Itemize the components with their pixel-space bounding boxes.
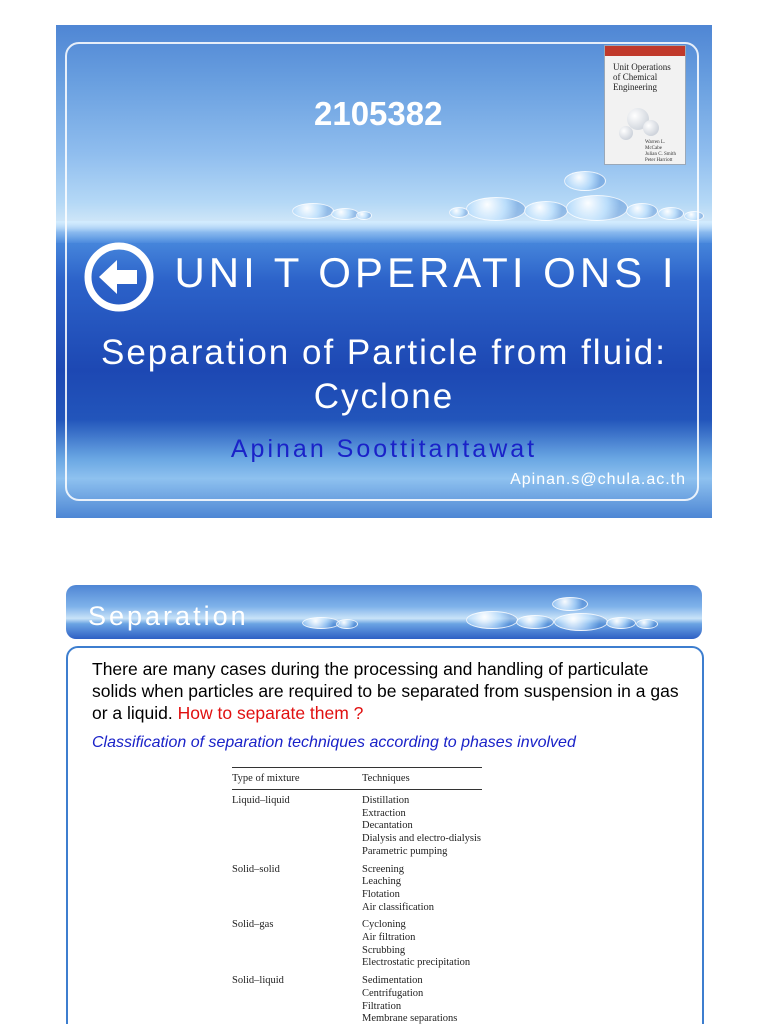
slide-header-banner bbox=[66, 585, 702, 639]
technique: Dialysis and electro-dialysis bbox=[362, 833, 481, 845]
bubble bbox=[302, 617, 340, 629]
table-row bbox=[232, 914, 482, 970]
technique: Electrostatic precipitation bbox=[362, 957, 471, 969]
book-title-line: of Chemical bbox=[613, 72, 658, 82]
technique-list bbox=[362, 859, 482, 915]
separation-slide bbox=[56, 580, 712, 1024]
book-author: Peter Harriott bbox=[645, 158, 673, 163]
author-name: Apinan Soottitantawat bbox=[230, 435, 538, 463]
table-row bbox=[232, 859, 482, 915]
bubble bbox=[552, 597, 588, 611]
bubble bbox=[516, 615, 554, 629]
intro-paragraph bbox=[92, 658, 692, 724]
table-row bbox=[232, 790, 482, 859]
book-title-line: Engineering bbox=[613, 82, 657, 92]
technique-list bbox=[362, 790, 482, 859]
technique: Air filtration bbox=[362, 932, 416, 944]
technique: Distillation bbox=[362, 795, 410, 806]
column-header-type: Type of mixture bbox=[232, 768, 362, 790]
technique-list bbox=[362, 970, 482, 1024]
book-author: Julian C. Smith bbox=[645, 152, 676, 157]
technique: Parametric pumping bbox=[362, 845, 448, 857]
book-cover-art bbox=[643, 120, 659, 136]
table-header-row bbox=[232, 768, 482, 790]
book-authors bbox=[645, 140, 683, 164]
mixture-type: Liquid–liquid bbox=[232, 795, 290, 806]
slide-title: Separation bbox=[88, 601, 249, 631]
intro-text: There are many cases during the processing and handling of particulate solids when particles are required to be separated from suspension in a gas or a liquid. bbox=[92, 659, 679, 723]
technique: Centrifugation bbox=[362, 987, 424, 999]
mixture-type: Solid–solid bbox=[232, 863, 280, 875]
bubble bbox=[554, 613, 608, 631]
course-code: 2105382 bbox=[314, 95, 443, 132]
technique: Screening bbox=[362, 863, 404, 875]
question-text: How to separate them ? bbox=[177, 703, 364, 723]
bubble bbox=[336, 619, 358, 629]
technique: Flotation bbox=[362, 888, 400, 900]
technique: Decantation bbox=[362, 820, 413, 832]
technique-list bbox=[362, 914, 482, 970]
textbook-cover-image bbox=[604, 45, 686, 165]
lecture-subtitle: Separation of Particle from fluid: Cyclone bbox=[100, 333, 667, 416]
technique: Extraction bbox=[362, 807, 406, 819]
technique: Membrane separations bbox=[362, 1013, 458, 1024]
book-cover-band bbox=[605, 46, 685, 56]
book-title bbox=[605, 56, 685, 92]
title-slide bbox=[56, 25, 712, 518]
column-header-techniques: Techniques bbox=[362, 768, 482, 790]
separation-techniques-table bbox=[232, 767, 482, 1024]
technique: Leaching bbox=[362, 876, 402, 888]
table-row bbox=[232, 970, 482, 1024]
classification-heading: Classification of separation techniques according to phases involved bbox=[92, 734, 576, 751]
author-email: Apinan.s@chula.ac.th bbox=[510, 471, 686, 488]
book-cover-art bbox=[619, 126, 633, 140]
course-title: UNI T OPERATI ONS I bbox=[174, 249, 678, 296]
bubble bbox=[606, 617, 636, 629]
mixture-type: Solid–gas bbox=[232, 919, 274, 931]
book-title-line: Unit Operations bbox=[613, 62, 671, 72]
technique: Scrubbing bbox=[362, 944, 406, 956]
technique: Sedimentation bbox=[362, 975, 423, 987]
bubble bbox=[466, 611, 518, 629]
technique: Filtration bbox=[362, 1000, 402, 1012]
technique: Cycloning bbox=[362, 919, 406, 931]
mixture-type: Solid–liquid bbox=[232, 975, 284, 987]
bubble bbox=[636, 619, 658, 629]
technique: Air classification bbox=[362, 901, 435, 913]
book-author: Warren L. McCabe bbox=[645, 140, 666, 151]
